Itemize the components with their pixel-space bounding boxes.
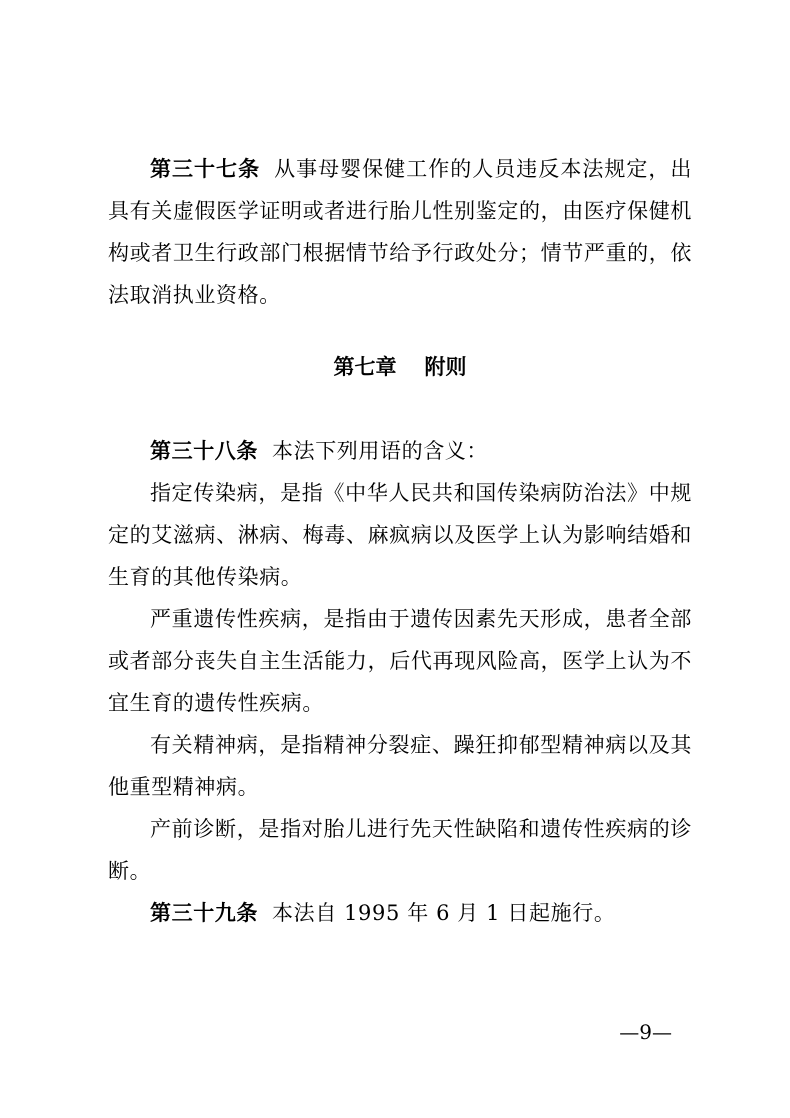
page-number: —9— <box>619 1020 672 1044</box>
article-38-intro: 本法下列用语的含义： <box>272 439 488 463</box>
article-37-title: 第三十七条 <box>150 157 261 181</box>
article-39-text: 本法自 1995 年 6 月 1 日起施行。 <box>272 901 616 925</box>
article-37 <box>108 148 692 316</box>
article-39 <box>108 892 692 934</box>
definition-paragraph: 严重遗传性疾病，是指由于遗传因素先天形成，患者全部或者部分丧失自主生活能力，后代再现风险高，医学上认为不宜生育的遗传性疾病。 <box>108 607 692 715</box>
article-37-text: 从事母婴保健工作的人员违反本法规定，出具有关虚假医学证明或者进行胎儿性别鉴定的，由医疗保健机构或者卫生行政部门根据情节给予行政处分；情节严重的，依法取消执业资格。 <box>108 157 692 307</box>
article-38 <box>108 430 692 472</box>
definition-paragraph: 产前诊断，是指对胎儿进行先天性缺陷和遗传性疾病的诊断。 <box>108 817 692 883</box>
document-body <box>108 148 692 934</box>
article-38-title: 第三十八条 <box>150 439 258 463</box>
chapter-name: 附则 <box>424 355 467 379</box>
chapter-heading <box>108 346 692 388</box>
definition-paragraph: 有关精神病，是指精神分裂症、躁狂抑郁型精神病以及其他重型精神病。 <box>108 733 692 799</box>
definition-paragraph: 指定传染病，是指《中华人民共和国传染病防治法》中规定的艾滋病、淋病、梅毒、麻疯病以及医学上认为影响结婚和生育的其他传染病。 <box>108 481 692 589</box>
chapter-number: 第七章 <box>333 355 397 379</box>
article-39-title: 第三十九条 <box>150 901 258 925</box>
